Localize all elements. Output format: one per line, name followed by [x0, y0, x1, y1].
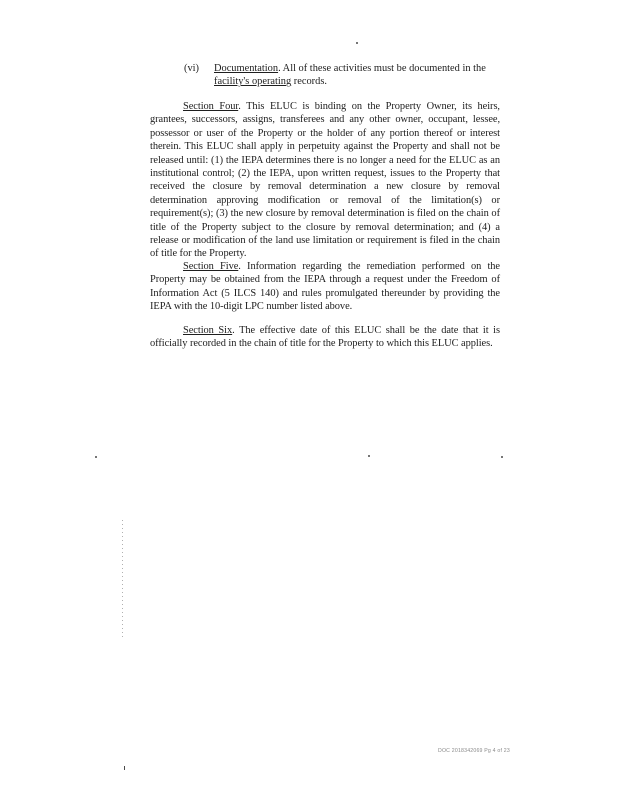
section-four: [150, 100, 500, 261]
item-vi-body: [214, 62, 504, 89]
scan-edge-marks: [122, 520, 123, 640]
item-vi-underlined-phrase: facility's operating: [214, 76, 292, 88]
section-four-text: . This ELUC is binding on the Property Owner, its heirs, grantees, successors, assigns, transferees and any other owner, occupant, lessee, possessor or user of the Property or the holder of any portion thereof or interest therein. This ELUC shall apply in perpetuity against the Property and shall not be released until: (1) the IEPA determines there is no longer a need for the ELUC as an institutional control; (2) the IEPA, upon written request, issues to the Property that received the closure by removal determination a new closure by removal determination approving modification or removal of the limitation(s) or requirement(s); (3) the new closure by removal determination is filed on the chain of title of the Property subject to the closure by removal determination; and (4) a release or modification of the land use limitation or requirement is filed in the chain of title for the Property.: [150, 101, 500, 260]
recording-stamp: DOC 2018342069 Pg 4 of 23: [438, 748, 510, 754]
section-five-heading: Section Five: [183, 261, 239, 272]
scan-speck: [124, 766, 125, 770]
section-five: [150, 260, 500, 314]
section-six-heading: Section Six: [183, 325, 233, 336]
section-four-heading: Section Four: [183, 101, 239, 112]
section-six: [150, 324, 500, 351]
section-six-text: . The effective date of this ELUC shall be the date that it is officially recorded in the chain of title for the Property to which this ELUC applies.: [150, 325, 501, 350]
scan-speck: [95, 456, 97, 458]
section-five-text: . Information regarding the remediation performed on the Property may be obtained from the IEPA through a request under the Freedom of Information Act (5 ILCS 140) and rules promulgated thereunder by providing the IEPA with the 10-digit LPC number listed above.: [150, 261, 500, 313]
item-vi-text: . All of these activities must be documented in the: [278, 63, 486, 74]
item-number: (vi): [184, 63, 200, 74]
scan-speck: [356, 42, 358, 44]
item-vi-text-end: records.: [291, 76, 327, 88]
scan-speck: [368, 455, 370, 457]
item-vi-heading: Documentation: [214, 63, 279, 74]
scan-speck: [501, 456, 503, 458]
